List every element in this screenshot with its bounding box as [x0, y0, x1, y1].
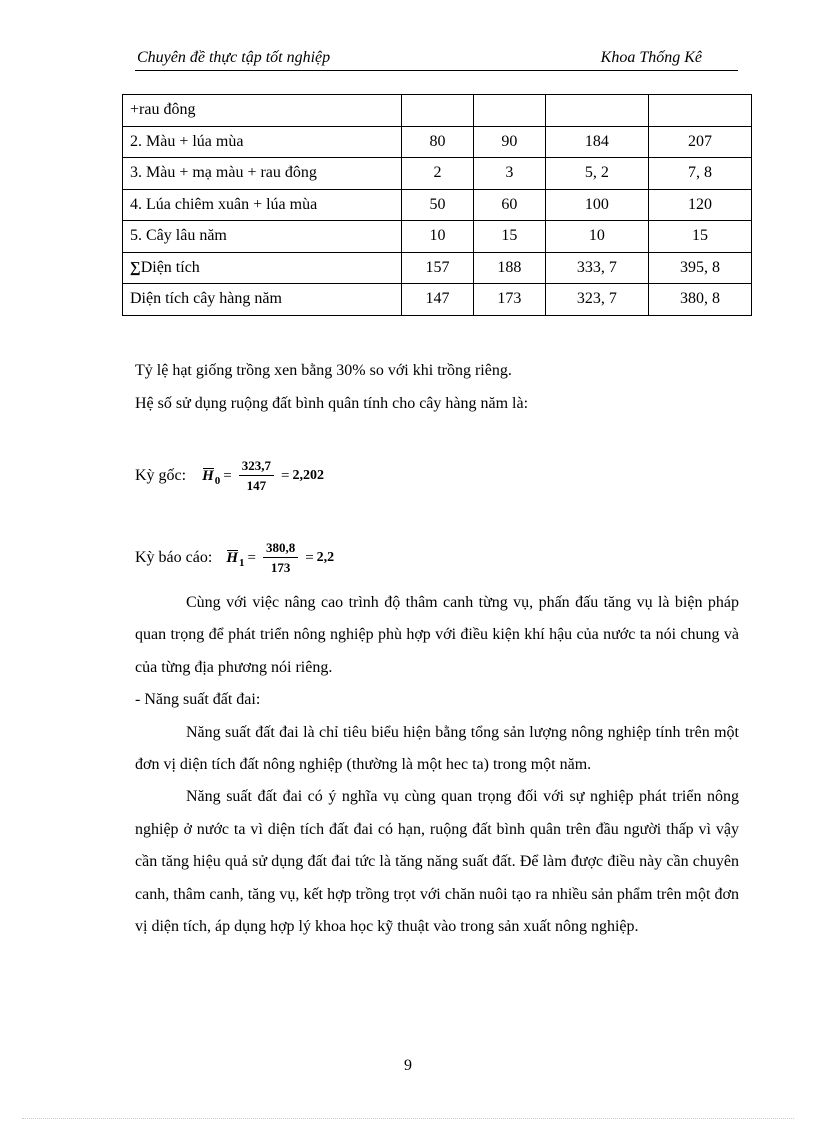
table-cell: 2 [402, 158, 474, 190]
table-cell: 157 [402, 252, 474, 284]
table-cell [402, 95, 474, 127]
coefficient-intro-line: Hệ số sử dụng ruộng đất bình quân tính cho cây hàng năm là: [135, 395, 529, 412]
formula-label: Kỳ gốc: [135, 467, 187, 484]
table-cell: 188 [473, 252, 545, 284]
table-row [123, 158, 752, 190]
table-row [123, 284, 752, 316]
table-cell: 10 [545, 221, 648, 253]
land-area-table [122, 94, 752, 316]
row-label-text: Diện tích [140, 258, 200, 276]
table-cell: 184 [545, 126, 648, 158]
table-cell: 207 [648, 126, 751, 158]
h-subscript: 1 [238, 556, 245, 569]
table-row [123, 221, 752, 253]
denominator: 147 [246, 478, 267, 493]
paragraph-intensive-farming: Cùng với việc nâng cao trình độ thâm canh từng vụ, phấn đấu tăng vụ là biện pháp quan trọng để phát triển nông nghiệp phù hợp với điều kiện khí hậu của nước ta nói chung và của từng địa phương nói riêng. [135, 594, 739, 676]
table-cell: 90 [473, 126, 545, 158]
row-label: 2. Màu + lúa mùa [123, 126, 402, 158]
h-letter: H [202, 467, 214, 484]
table-cell: 395, 8 [648, 252, 751, 284]
denominator: 173 [270, 560, 291, 575]
formula-base-period: Kỳ gốc: H 0 = $\frac{323,7}{147}$ = 2,202 [135, 458, 324, 493]
numerator: 380,8 [263, 540, 298, 558]
table-cell: 5, 2 [545, 158, 648, 190]
fraction [239, 458, 274, 494]
table-cell: 120 [648, 189, 751, 221]
page-number: 9 [404, 1057, 412, 1074]
table-cell: 380, 8 [648, 284, 751, 316]
table-cell: 147 [402, 284, 474, 316]
row-label [123, 252, 402, 284]
table-cell [473, 95, 545, 127]
row-label: +rau đông [123, 95, 402, 127]
table-cell: 60 [473, 189, 545, 221]
subheading-land-productivity: - Năng suất đất đai: [135, 691, 261, 709]
formula-result: 2,202 [292, 468, 324, 483]
body-text [135, 587, 739, 943]
paragraph-productivity-importance: Năng suất đất đai có ý nghĩa vụ cùng quan trọng đối với sự nghiệp phát triển nông nghiệp ở nước ta vì diện tích đất đai có hạn, ruộng đất bình quân trên đầu người thấp vì vậy cần tăng hiệu quả sử dụng đất đai tức là tăng năng suất đất. Để làm được điều này cần chuyên canh, thâm canh, tăng vụ, kết hợp trồng trọt với chăn nuôi tạo ra nhiều sản phẩm trên một đơn vị diện tích, áp dụng hợp lý khoa học kỹ thuật vào trong sản xuất nông nghiệp. [135, 788, 739, 936]
formula-label: Kỳ báo cáo: [135, 549, 213, 566]
numerator: 323,7 [239, 458, 274, 476]
row-label: 5. Cây lâu năm [123, 221, 402, 253]
row-label: Diện tích cây hàng năm [123, 284, 402, 316]
page-header [135, 48, 738, 71]
seed-ratio-line: Tỷ lệ hạt giống trồng xen bằng 30% so với khi trồng riêng. [135, 362, 512, 379]
table-cell: 15 [648, 221, 751, 253]
row-label: 3. Màu + mạ màu + rau đông [123, 158, 402, 190]
table-cell: 80 [402, 126, 474, 158]
h-letter: H [226, 549, 238, 566]
table-cell: 173 [473, 284, 545, 316]
h-bar-symbol [202, 468, 220, 485]
table-cell: 3 [473, 158, 545, 190]
table-cell: 323, 7 [545, 284, 648, 316]
table-cell: 333, 7 [545, 252, 648, 284]
h-bar-symbol [226, 550, 244, 567]
h-subscript: 0 [214, 474, 221, 487]
table-cell: 15 [473, 221, 545, 253]
formula-result: 2,2 [316, 550, 335, 565]
table-cell: 100 [545, 189, 648, 221]
row-label: 4. Lúa chiêm xuân + lúa mùa [123, 189, 402, 221]
header-left-title: Chuyên đề thực tập tốt nghiệp [137, 49, 331, 66]
footer-divider [22, 1118, 794, 1119]
fraction [263, 540, 298, 576]
header-right-title: Khoa Thống Kê [600, 49, 702, 66]
paragraph-productivity-definition: Năng suất đất đai là chỉ tiêu biểu hiện bằng tổng sản lượng nông nghiệp tính trên một đơn vị diện tích đất nông nghiệp (thường là một hec ta) trong một năm. [135, 723, 739, 774]
table-cell [648, 95, 751, 127]
table-row [123, 189, 752, 221]
table-row-total [123, 252, 752, 284]
table-cell: 50 [402, 189, 474, 221]
table-row [123, 126, 752, 158]
table-cell: 7, 8 [648, 158, 751, 190]
table-cell: 10 [402, 221, 474, 253]
table-row [123, 95, 752, 127]
table-cell [545, 95, 648, 127]
formula-report-period: Kỳ báo cáo: H 1 = $\frac{380,8}{173}$ = 2,2 [135, 540, 335, 575]
sigma-symbol: ∑ [130, 259, 141, 276]
